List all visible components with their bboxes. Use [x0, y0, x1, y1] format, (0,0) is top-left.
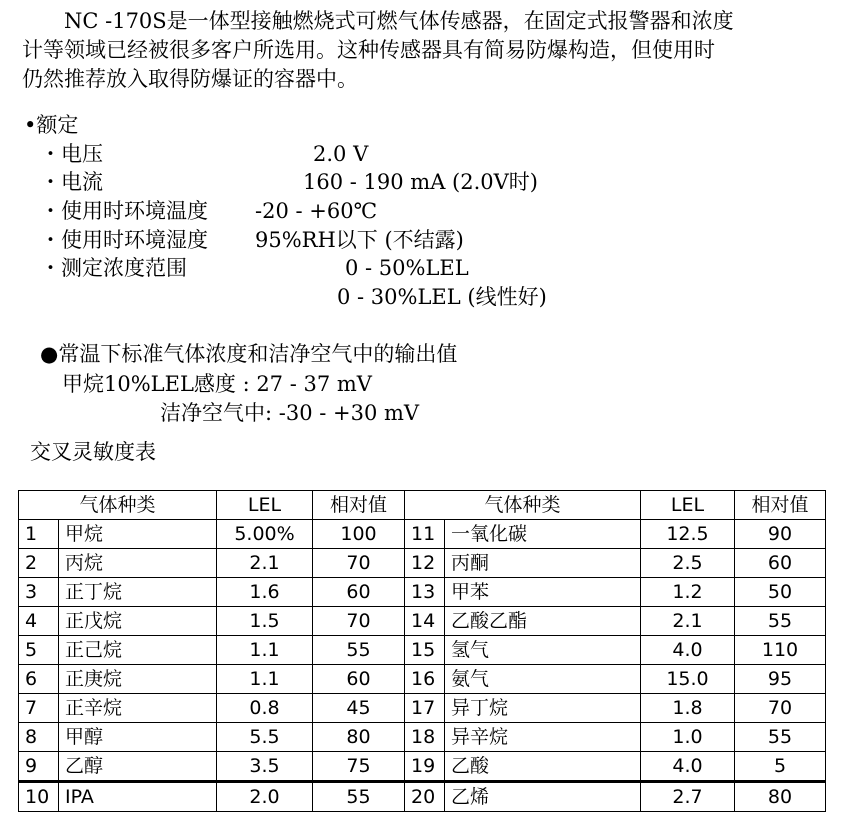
gas-name-left: 甲烷 [59, 520, 217, 549]
row-index-right: 13 [405, 578, 445, 607]
intro-line-3: 仍然推荐放入取得防爆证的容器中。 [22, 67, 358, 91]
row-index-right: 16 [405, 665, 445, 694]
relative-right: 70 [735, 694, 826, 723]
table-row [19, 665, 826, 694]
header-gas-type-left: 气体种类 [19, 491, 217, 520]
rating-value-temperature: -20 - +60℃ [255, 199, 378, 223]
lel-right: 15.0 [641, 665, 735, 694]
rating-value-range-linear: 0 - 30%LEL (线性好) [337, 285, 547, 309]
gas-name-right: 乙烯 [445, 782, 641, 812]
row-index-right: 19 [405, 752, 445, 782]
gas-name-left: 正戊烷 [59, 607, 217, 636]
table-row [19, 694, 826, 723]
row-index-left: 5 [19, 636, 59, 665]
table-row [19, 549, 826, 578]
gas-name-right: 乙酸乙酯 [445, 607, 641, 636]
rating-value-voltage: 2.0 V [313, 142, 369, 166]
relative-right: 55 [735, 723, 826, 752]
table-row [19, 782, 826, 812]
table-row [19, 578, 826, 607]
relative-left: 70 [313, 549, 405, 578]
ratings-heading: •额定 [24, 113, 79, 137]
relative-left: 60 [313, 665, 405, 694]
gas-name-left: 甲醇 [59, 723, 217, 752]
cross-sensitivity-table [18, 490, 826, 812]
row-index-right: 20 [405, 782, 445, 812]
gas-name-right: 异丁烷 [445, 694, 641, 723]
gas-name-right: 氢气 [445, 636, 641, 665]
relative-right: 90 [735, 520, 826, 549]
gas-name-left: 乙醇 [59, 752, 217, 782]
relative-left: 80 [313, 723, 405, 752]
relative-left: 55 [313, 782, 405, 812]
lel-right: 2.7 [641, 782, 735, 812]
gas-name-left: IPA [59, 782, 217, 812]
gas-name-right: 一氧化碳 [445, 520, 641, 549]
lel-left: 1.6 [217, 578, 313, 607]
lel-right: 1.8 [641, 694, 735, 723]
row-index-right: 15 [405, 636, 445, 665]
table-row [19, 723, 826, 752]
row-index-left: 9 [19, 752, 59, 782]
relative-left: 45 [313, 694, 405, 723]
rating-label-range: ・测定浓度范围 [40, 256, 187, 280]
rating-value-range: 0 - 50%LEL [345, 256, 469, 280]
header-gas-type-right: 气体种类 [405, 491, 641, 520]
lel-right: 1.0 [641, 723, 735, 752]
header-lel-right: LEL [641, 491, 735, 520]
row-index-left: 4 [19, 607, 59, 636]
relative-right: 55 [735, 607, 826, 636]
rating-label-voltage: ・电压 [40, 142, 103, 166]
row-index-right: 14 [405, 607, 445, 636]
row-index-left: 2 [19, 549, 59, 578]
gas-name-left: 正己烷 [59, 636, 217, 665]
gas-name-right: 甲苯 [445, 578, 641, 607]
lel-right: 2.5 [641, 549, 735, 578]
lel-left: 5.00% [217, 520, 313, 549]
header-relative-right: 相对值 [735, 491, 826, 520]
output-heading: ●常温下标准气体浓度和洁净空气中的输出值 [40, 342, 458, 366]
table-row [19, 520, 826, 549]
row-index-left: 8 [19, 723, 59, 752]
gas-name-right: 丙酮 [445, 549, 641, 578]
lel-left: 1.1 [217, 665, 313, 694]
lel-left: 1.5 [217, 607, 313, 636]
row-index-left: 1 [19, 520, 59, 549]
row-index-left: 3 [19, 578, 59, 607]
table-title: 交叉灵敏度表 [30, 440, 156, 464]
row-index-left: 7 [19, 694, 59, 723]
gas-name-right: 乙酸 [445, 752, 641, 782]
lel-left: 2.0 [217, 782, 313, 812]
row-index-left: 10 [19, 782, 59, 812]
intro-line-1: NC -170S是一体型接触燃烧式可燃气体传感器，在固定式报警器和浓度 [22, 9, 734, 33]
relative-right: 50 [735, 578, 826, 607]
row-index-right: 11 [405, 520, 445, 549]
rating-value-humidity: 95%RH以下 (不结露) [255, 228, 464, 252]
rating-label-humidity: ・使用时环境湿度 [40, 228, 208, 252]
relative-right: 110 [735, 636, 826, 665]
header-relative-left: 相对值 [313, 491, 405, 520]
intro-line-2: 计等领域已经被很多客户所选用。这种传感器具有简易防爆构造，但使用时 [22, 38, 715, 62]
lel-right: 12.5 [641, 520, 735, 549]
rating-label-current: ・电流 [40, 170, 103, 194]
lel-left: 0.8 [217, 694, 313, 723]
rating-value-current: 160 - 190 mA (2.0V时) [303, 170, 538, 194]
lel-left: 5.5 [217, 723, 313, 752]
table-row [19, 607, 826, 636]
row-index-left: 6 [19, 665, 59, 694]
relative-right: 80 [735, 782, 826, 812]
lel-right: 2.1 [641, 607, 735, 636]
lel-left: 2.1 [217, 549, 313, 578]
header-lel-left: LEL [217, 491, 313, 520]
gas-name-right: 异辛烷 [445, 723, 641, 752]
gas-name-left: 正丁烷 [59, 578, 217, 607]
relative-right: 95 [735, 665, 826, 694]
gas-name-left: 丙烷 [59, 549, 217, 578]
relative-left: 70 [313, 607, 405, 636]
row-index-right: 17 [405, 694, 445, 723]
gas-name-left: 正辛烷 [59, 694, 217, 723]
table-header-row [19, 491, 826, 520]
relative-right: 60 [735, 549, 826, 578]
lel-right: 4.0 [641, 752, 735, 782]
table-row [19, 636, 826, 665]
lel-right: 4.0 [641, 636, 735, 665]
rating-label-temperature: ・使用时环境温度 [40, 199, 208, 223]
output-clean-air: 洁净空气中: -30 - +30 mV [160, 401, 420, 425]
row-index-right: 12 [405, 549, 445, 578]
relative-left: 100 [313, 520, 405, 549]
gas-name-left: 正庚烷 [59, 665, 217, 694]
row-index-right: 18 [405, 723, 445, 752]
lel-left: 1.1 [217, 636, 313, 665]
lel-right: 1.2 [641, 578, 735, 607]
table-row [19, 752, 826, 782]
gas-name-right: 氨气 [445, 665, 641, 694]
relative-left: 60 [313, 578, 405, 607]
output-methane-sensitivity: 甲烷10%LEL感度 : 27 - 37 mV [62, 372, 372, 396]
relative-right: 5 [735, 752, 826, 782]
relative-left: 55 [313, 636, 405, 665]
lel-left: 3.5 [217, 752, 313, 782]
relative-left: 75 [313, 752, 405, 782]
